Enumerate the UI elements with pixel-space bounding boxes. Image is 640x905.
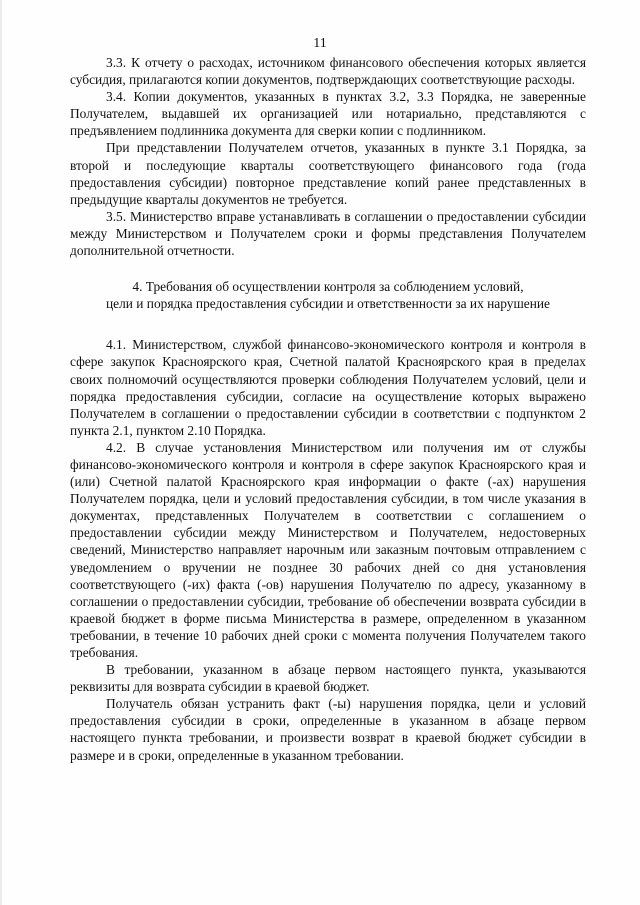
scan-edge (0, 0, 2, 905)
document-body (70, 54, 586, 764)
paragraph-4-2-obligation: Получатель обязан устранить факт (-ы) нарушения порядка, цели и условий предоставления субсидии в сроки, определенные в указанном в абзаце первом настоящего пункта требовании, и произвести возврат в краевой бюджет субсидии в размере и в сроки, определенные в указанном требовании. (70, 696, 586, 763)
paragraph-3-4-note: При представлении Получателем отчетов, указанных в пункте 3.1 Порядка, за второй и последующие кварталы соответствующего финансового года (года предоставления субсидии) повторное представление копий ранее представленных в предыдущие кварталы документов не требуется. (70, 140, 586, 207)
page-number: 11 (313, 36, 327, 51)
paragraph-3-4: 3.4. Копии документов, указанных в пунктах 3.2, 3.3 Порядка, не заверенные Получателем, выдавшей их организацией или нотариально, представляются с предъявлением подлинника документа для сверки копии с подлинником. (70, 89, 586, 139)
spacer (70, 259, 586, 278)
spacer (70, 312, 586, 336)
section-4-heading: 4. Требования об осуществлении контроля за соблюдением условий, цели и порядка предоставления субсидии и ответственности за их нарушение (105, 279, 550, 312)
paragraph-4-2: 4.2. В случае установления Министерством или получения им от службы финансово-экономического контроля и контроля в сфере закупок Красноярского края и (или) Счетной палатой Красноярского края информации о факте (-ах) нарушения Получателем порядка, цели и условий предоставления субсидии, в том числе указания в документах, представленных Получателем в соответствии с соглашением о предоставлении субсидии между Министерством и Получателем, недостоверных сведений, Министерство направляет нарочным или заказным почтовым отправлением с уведомлением о вручении не позднее 30 рабочих дней со дня установления соответствующего (-их) факта (-ов) нарушения Получателю по адресу, указанному в соглашении о предоставлении субсидии, требование об обеспечении возврата субсидии в краевой бюджет в форме письма Министерства в размере, определенном в указанном требовании, в течение 10 рабочих дней сроки с момента получения Получателем такого требования. (70, 439, 586, 660)
paragraph-3-5: 3.5. Министерство вправе устанавливать в соглашении о предоставлении субсидии между Министерством и Получателем сроки и формы представления Получателем дополнительной отчетности. (70, 208, 586, 259)
paragraph-4-2-requisites: В требовании, указанном в абзаце первом настоящего пункта, указываются реквизиты для возврата субсидии в краевой бюджет. (70, 662, 586, 695)
paragraph-3-3: 3.3. К отчету о расходах, источником финансового обеспечения которых является субсидия, прилагаются копии документов, подтверждающих соответствующие расходы. (70, 55, 586, 88)
paragraph-4-1: 4.1. Министерством, службой финансово-экономического контроля и контроля в сфере закупок Красноярского края, Счетной палатой Красноярского края в пределах своих полномочий осуществляются проверки соблюдения Получателем условий, цели и порядка предоставления субсидии, согласие на осуществление которых выражено Получателем в соглашении о предоставлении субсидии в соответствии с подпунктом 2 пункта 2.1, пунктом 2.10 Порядка. (70, 337, 586, 438)
